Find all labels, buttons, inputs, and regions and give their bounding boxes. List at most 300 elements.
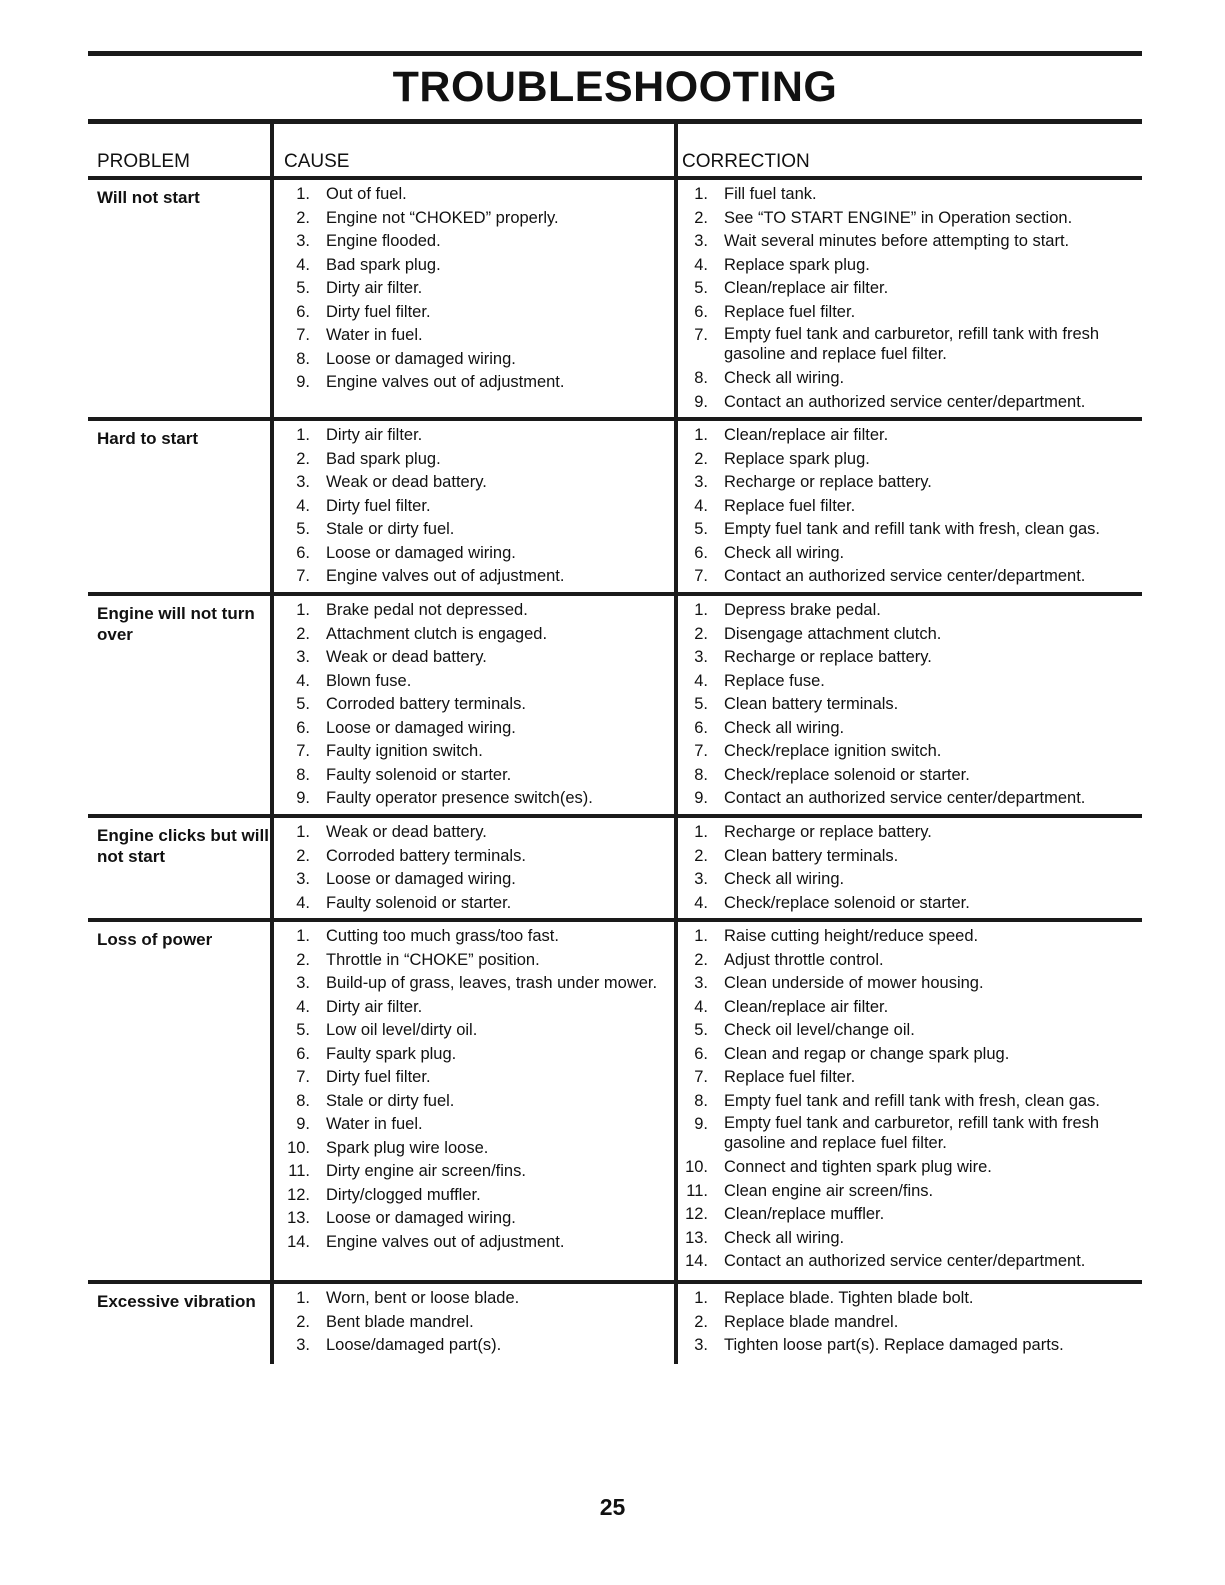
correction-item [682, 230, 1138, 254]
cause-item [284, 1043, 674, 1067]
item-number: 6. [694, 543, 708, 562]
item-text: Clean and regap or change spark plug. [724, 1044, 1010, 1063]
item-number: 11. [288, 1162, 310, 1180]
correction-list [682, 821, 1138, 915]
item-text: Replace fuel filter. [724, 1068, 856, 1086]
item-number: 6. [296, 1044, 310, 1063]
item-number: 5. [296, 1021, 310, 1039]
item-number: 9. [694, 392, 708, 411]
item-number: 2. [694, 208, 708, 227]
correction-list [682, 183, 1138, 414]
item-number: 2. [694, 624, 708, 643]
correction-item [682, 324, 1138, 367]
item-number: 2. [296, 1312, 310, 1331]
item-text: Out of fuel. [326, 185, 407, 203]
item-number: 13. [287, 1209, 310, 1227]
item-text: Dirty/clogged muffler. [326, 1185, 481, 1204]
item-number: 4. [694, 255, 708, 274]
item-number: 12. [287, 1185, 310, 1204]
correction-item [682, 565, 1138, 589]
cause-item [284, 1066, 674, 1090]
cause-item [284, 717, 674, 741]
item-number: 2. [296, 624, 310, 643]
item-number: 1. [694, 927, 708, 945]
item-text: Loose or damaged wiring. [326, 870, 516, 888]
cause-item [284, 787, 674, 811]
item-number: 7. [694, 1068, 708, 1086]
correction-item [682, 845, 1138, 869]
item-text: Faulty solenoid or starter. [326, 893, 512, 912]
correction-item [682, 448, 1138, 472]
item-text: Dirty fuel filter. [326, 496, 431, 515]
cause-list [284, 1287, 674, 1358]
cause-item [284, 868, 674, 892]
trouble-section [88, 1284, 1142, 1374]
item-number: 9. [694, 1115, 708, 1133]
item-text: Recharge or replace battery. [724, 648, 932, 666]
item-text: Clean/replace muffler. [724, 1205, 885, 1223]
correction-list [682, 925, 1138, 1274]
correction-item [682, 1066, 1138, 1090]
correction-list [682, 599, 1138, 811]
item-number: 8. [694, 765, 708, 784]
correction-item [682, 254, 1138, 278]
item-text: Connect and tighten spark plug wire. [724, 1158, 992, 1176]
item-text: Water in fuel. [326, 1115, 423, 1133]
correction-item [682, 1334, 1138, 1358]
item-text: Dirty engine air screen/fins. [326, 1162, 526, 1180]
item-text: Corroded battery terminals. [326, 695, 526, 713]
correction-item [682, 1287, 1138, 1311]
item-number: 14. [287, 1232, 310, 1251]
correction-item [682, 471, 1138, 495]
item-text: Disengage attachment clutch. [724, 624, 942, 643]
item-text: Contact an authorized service center/department. [724, 789, 1086, 807]
item-number: 4. [296, 671, 310, 690]
item-text: Contact an authorized service center/department. [724, 392, 1086, 411]
item-number: 1. [296, 823, 310, 841]
correction-item [682, 925, 1138, 949]
correction-item [682, 207, 1138, 231]
item-number: 9. [296, 373, 310, 391]
item-text: Loose or damaged wiring. [326, 718, 516, 737]
item-text: Empty fuel tank and refill tank with fresh, clean gas. [724, 1091, 1101, 1110]
item-number: 6. [296, 543, 310, 562]
item-text: Weak or dead battery. [326, 473, 487, 491]
item-text: Raise cutting height/reduce speed. [724, 927, 979, 945]
correction-item [682, 301, 1138, 325]
cause-list [284, 424, 674, 589]
cause-item [284, 845, 674, 869]
item-text: Faulty spark plug. [326, 1044, 457, 1063]
cause-list [284, 183, 674, 395]
item-text: Faulty ignition switch. [326, 742, 483, 760]
item-text: Replace spark plug. [724, 255, 870, 274]
correction-item [682, 367, 1138, 391]
item-text: Engine flooded. [326, 232, 441, 250]
item-text: Dirty air filter. [326, 279, 423, 297]
correction-item [682, 1019, 1138, 1043]
item-text: Contact an authorized service center/department. [724, 1252, 1086, 1270]
correction-item [682, 868, 1138, 892]
item-number: 6. [694, 718, 708, 737]
correction-item [682, 1180, 1138, 1204]
item-number: 5. [296, 695, 310, 713]
item-text: Loose or damaged wiring. [326, 349, 516, 368]
item-number: 7. [296, 567, 310, 585]
title-rule [88, 119, 1142, 124]
correction-item [682, 424, 1138, 448]
correction-item [682, 1043, 1138, 1067]
item-text: Low oil level/dirty oil. [326, 1021, 478, 1039]
item-number: 1. [694, 426, 708, 444]
cause-item [284, 1160, 674, 1184]
correction-item [682, 518, 1138, 542]
item-number: 8. [694, 1091, 708, 1110]
item-text: See “TO START ENGINE” in Operation section. [724, 208, 1073, 227]
item-number: 5. [694, 695, 708, 713]
cause-item [284, 925, 674, 949]
item-text: Stale or dirty fuel. [326, 520, 455, 538]
item-number: 5. [694, 279, 708, 297]
cause-item [284, 1231, 674, 1255]
item-number: 4. [694, 997, 708, 1016]
correction-item [682, 949, 1138, 973]
item-text: Depress brake pedal. [724, 601, 881, 619]
item-number: 3. [694, 473, 708, 491]
cause-item [284, 599, 674, 623]
cause-item [284, 1184, 674, 1208]
item-text: Clean battery terminals. [724, 695, 899, 713]
correction-item [682, 996, 1138, 1020]
correction-item [682, 542, 1138, 566]
trouble-section [88, 180, 1142, 421]
correction-item [682, 599, 1138, 623]
correction-item [682, 183, 1138, 207]
item-number: 4. [694, 893, 708, 912]
item-number: 2. [296, 950, 310, 969]
cause-item [284, 254, 674, 278]
cause-item [284, 518, 674, 542]
item-text: Water in fuel. [326, 326, 423, 344]
cause-list [284, 599, 674, 811]
item-number: 2. [694, 449, 708, 468]
item-number: 6. [296, 718, 310, 737]
item-text: Recharge or replace battery. [724, 473, 932, 491]
item-number: 7. [694, 742, 708, 760]
correction-list [682, 1287, 1138, 1358]
correction-list [682, 424, 1138, 589]
item-text: Wait several minutes before attempting to start. [724, 232, 1070, 250]
item-number: 3. [694, 974, 708, 992]
cause-item [284, 230, 674, 254]
cause-item [284, 348, 674, 372]
problem-label: Excessive vibration [97, 1292, 256, 1311]
item-number: 2. [694, 950, 708, 969]
top-rule [88, 51, 1142, 56]
item-number: 3. [694, 232, 708, 250]
item-text: Stale or dirty fuel. [326, 1091, 455, 1110]
item-text: Dirty air filter. [326, 426, 423, 444]
correction-item [682, 277, 1138, 301]
cause-item [284, 764, 674, 788]
item-text: Bad spark plug. [326, 449, 441, 468]
header-cause: CAUSE [284, 151, 350, 172]
item-number: 9. [296, 789, 310, 807]
item-number: 1. [694, 601, 708, 619]
trouble-section [88, 421, 1142, 596]
item-number: 7. [296, 326, 310, 344]
problem-label: Engine clicks but will not start [97, 826, 269, 866]
cause-list [284, 821, 674, 915]
item-number: 10. [287, 1138, 310, 1157]
correction-item [682, 764, 1138, 788]
item-text: Bad spark plug. [326, 255, 441, 274]
item-number: 4. [296, 496, 310, 515]
problem-label: Loss of power [97, 930, 213, 949]
item-number: 1. [296, 185, 310, 203]
item-text: Build-up of grass, leaves, trash under mower. [326, 974, 658, 992]
item-text: Empty fuel tank and refill tank with fresh, clean gas. [724, 520, 1101, 538]
item-text: Faulty solenoid or starter. [326, 765, 512, 784]
item-number: 5. [296, 279, 310, 297]
correction-item [682, 972, 1138, 996]
item-text: Weak or dead battery. [326, 823, 487, 841]
item-text: Weak or dead battery. [326, 648, 487, 666]
item-number: 8. [694, 369, 708, 387]
correction-item [682, 1090, 1138, 1114]
item-text: Replace fuel filter. [724, 496, 856, 515]
item-number: 13. [685, 1228, 708, 1247]
item-text: Engine not “CHOKED” properly. [326, 208, 559, 227]
item-number: 4. [694, 496, 708, 515]
item-text: Clean battery terminals. [724, 846, 899, 865]
item-text: Replace fuel filter. [724, 302, 856, 321]
cause-item [284, 495, 674, 519]
item-text: Attachment clutch is engaged. [326, 624, 548, 643]
cause-item [284, 623, 674, 647]
item-text: Check all wiring. [724, 369, 845, 387]
item-number: 8. [296, 349, 310, 368]
item-text: Check all wiring. [724, 718, 845, 737]
item-number: 2. [694, 1312, 708, 1331]
item-number: 2. [296, 449, 310, 468]
item-number: 2. [296, 208, 310, 227]
trouble-section [88, 818, 1142, 922]
correction-item [682, 892, 1138, 916]
item-text: Empty fuel tank and carburetor, refill tank with fresh gasoline and replace fuel filter. [724, 325, 1100, 363]
trouble-section [88, 922, 1142, 1284]
item-text: Check all wiring. [724, 870, 845, 888]
correction-item [682, 1250, 1138, 1274]
correction-item [682, 1203, 1138, 1227]
item-number: 3. [296, 232, 310, 250]
cause-item [284, 1137, 674, 1161]
item-text: Bent blade mandrel. [326, 1312, 474, 1331]
cause-item [284, 972, 674, 996]
correction-item [682, 623, 1138, 647]
item-number: 9. [694, 789, 708, 807]
item-text: Faulty operator presence switch(es). [326, 789, 593, 807]
item-number: 1. [296, 927, 310, 945]
item-number: 8. [296, 765, 310, 784]
item-text: Check all wiring. [724, 1228, 845, 1247]
item-text: Contact an authorized service center/department. [724, 567, 1086, 585]
item-number: 7. [296, 1068, 310, 1086]
item-text: Recharge or replace battery. [724, 823, 932, 841]
cause-item [284, 1287, 674, 1311]
item-text: Replace fuse. [724, 671, 825, 690]
problem-label: Hard to start [97, 429, 199, 448]
item-text: Worn, bent or loose blade. [326, 1289, 520, 1307]
item-number: 9. [296, 1115, 310, 1133]
cause-item [284, 1334, 674, 1358]
correction-item [682, 693, 1138, 717]
cause-item [284, 183, 674, 207]
item-text: Dirty air filter. [326, 997, 423, 1016]
item-number: 2. [296, 846, 310, 865]
item-number: 3. [296, 974, 310, 992]
item-text: Brake pedal not depressed. [326, 601, 528, 619]
item-number: 3. [296, 648, 310, 666]
item-text: Engine valves out of adjustment. [326, 373, 565, 391]
correction-item [682, 646, 1138, 670]
correction-item [682, 391, 1138, 415]
cause-item [284, 670, 674, 694]
item-number: 6. [694, 302, 708, 321]
item-text: Clean underside of mower housing. [724, 974, 984, 992]
item-text: Tighten loose part(s). Replace damaged parts. [724, 1336, 1064, 1354]
cause-item [284, 821, 674, 845]
item-text: Clean engine air screen/fins. [724, 1181, 934, 1200]
item-text: Check/replace solenoid or starter. [724, 893, 970, 912]
correction-item [682, 670, 1138, 694]
correction-item [682, 1156, 1138, 1180]
correction-item [682, 1113, 1138, 1156]
item-number: 6. [694, 1044, 708, 1063]
cause-item [284, 324, 674, 348]
item-text: Fill fuel tank. [724, 185, 817, 203]
item-text: Engine valves out of adjustment. [326, 567, 565, 585]
item-number: 5. [694, 1021, 708, 1039]
cause-item [284, 424, 674, 448]
item-text: Throttle in “CHOKE” position. [326, 950, 540, 969]
item-number: 8. [296, 1091, 310, 1110]
item-number: 12. [685, 1205, 708, 1223]
item-text: Replace spark plug. [724, 449, 870, 468]
item-number: 3. [296, 870, 310, 888]
item-number: 11. [686, 1181, 708, 1200]
item-number: 7. [296, 742, 310, 760]
item-text: Engine valves out of adjustment. [326, 1232, 565, 1251]
item-number: 1. [296, 601, 310, 619]
item-number: 4. [296, 255, 310, 274]
item-number: 6. [296, 302, 310, 321]
item-text: Replace blade. Tighten blade bolt. [724, 1289, 974, 1307]
item-number: 4. [296, 893, 310, 912]
item-text: Empty fuel tank and carburetor, refill tank with fresh gasoline and replace fuel filter. [724, 1114, 1100, 1152]
cause-item [284, 949, 674, 973]
item-number: 1. [296, 426, 310, 444]
cause-item [284, 542, 674, 566]
item-number: 5. [694, 520, 708, 538]
page-title: TROUBLESHOOTING [392, 63, 838, 111]
item-number: 4. [694, 671, 708, 690]
item-text: Loose or damaged wiring. [326, 543, 516, 562]
item-number: 4. [296, 997, 310, 1016]
item-number: 1. [296, 1289, 310, 1307]
item-text: Dirty fuel filter. [326, 1068, 431, 1086]
cause-item [284, 1311, 674, 1335]
cause-item [284, 1019, 674, 1043]
item-text: Spark plug wire loose. [326, 1138, 489, 1157]
item-number: 14. [685, 1252, 708, 1270]
correction-item [682, 1227, 1138, 1251]
item-number: 1. [694, 1289, 708, 1307]
cause-list [284, 925, 674, 1254]
correction-item [682, 1311, 1138, 1335]
item-text: Loose/damaged part(s). [326, 1336, 502, 1354]
item-number: 3. [296, 1336, 310, 1354]
item-text: Adjust throttle control. [724, 950, 884, 969]
item-number: 3. [694, 1336, 708, 1354]
cause-item [284, 996, 674, 1020]
problem-label: Engine will not turn over [97, 604, 255, 644]
cause-item [284, 448, 674, 472]
cause-item [284, 1113, 674, 1137]
item-number: 7. [694, 326, 708, 344]
header-problem: PROBLEM [97, 151, 190, 172]
cause-item [284, 1207, 674, 1231]
correction-item [682, 717, 1138, 741]
item-number: 3. [694, 648, 708, 666]
item-text: Clean/replace air filter. [724, 279, 889, 297]
item-number: 3. [296, 473, 310, 491]
problem-label: Will not start [97, 188, 200, 207]
cause-item [284, 371, 674, 395]
item-number: 5. [296, 520, 310, 538]
item-text: Check/replace ignition switch. [724, 742, 942, 760]
cause-item [284, 471, 674, 495]
item-text: Clean/replace air filter. [724, 997, 889, 1016]
item-text: Check oil level/change oil. [724, 1021, 915, 1039]
correction-item [682, 821, 1138, 845]
item-text: Blown fuse. [326, 671, 412, 690]
item-text: Replace blade mandrel. [724, 1312, 899, 1331]
item-text: Check all wiring. [724, 543, 845, 562]
item-text: Clean/replace air filter. [724, 426, 889, 444]
cause-item [284, 277, 674, 301]
page-number: 25 [599, 1494, 626, 1520]
item-number: 1. [694, 823, 708, 841]
item-number: 2. [694, 846, 708, 865]
cause-item [284, 740, 674, 764]
cause-item [284, 693, 674, 717]
cause-item [284, 565, 674, 589]
item-text: Dirty fuel filter. [326, 302, 431, 321]
header-correction: CORRECTION [682, 151, 810, 172]
item-number: 1. [694, 185, 708, 203]
correction-item [682, 495, 1138, 519]
item-text: Corroded battery terminals. [326, 846, 526, 865]
cause-item [284, 207, 674, 231]
item-number: 10. [685, 1158, 708, 1176]
item-text: Loose or damaged wiring. [326, 1209, 516, 1227]
item-number: 3. [694, 870, 708, 888]
correction-item [682, 787, 1138, 811]
cause-item [284, 301, 674, 325]
item-text: Cutting too much grass/too fast. [326, 927, 559, 945]
